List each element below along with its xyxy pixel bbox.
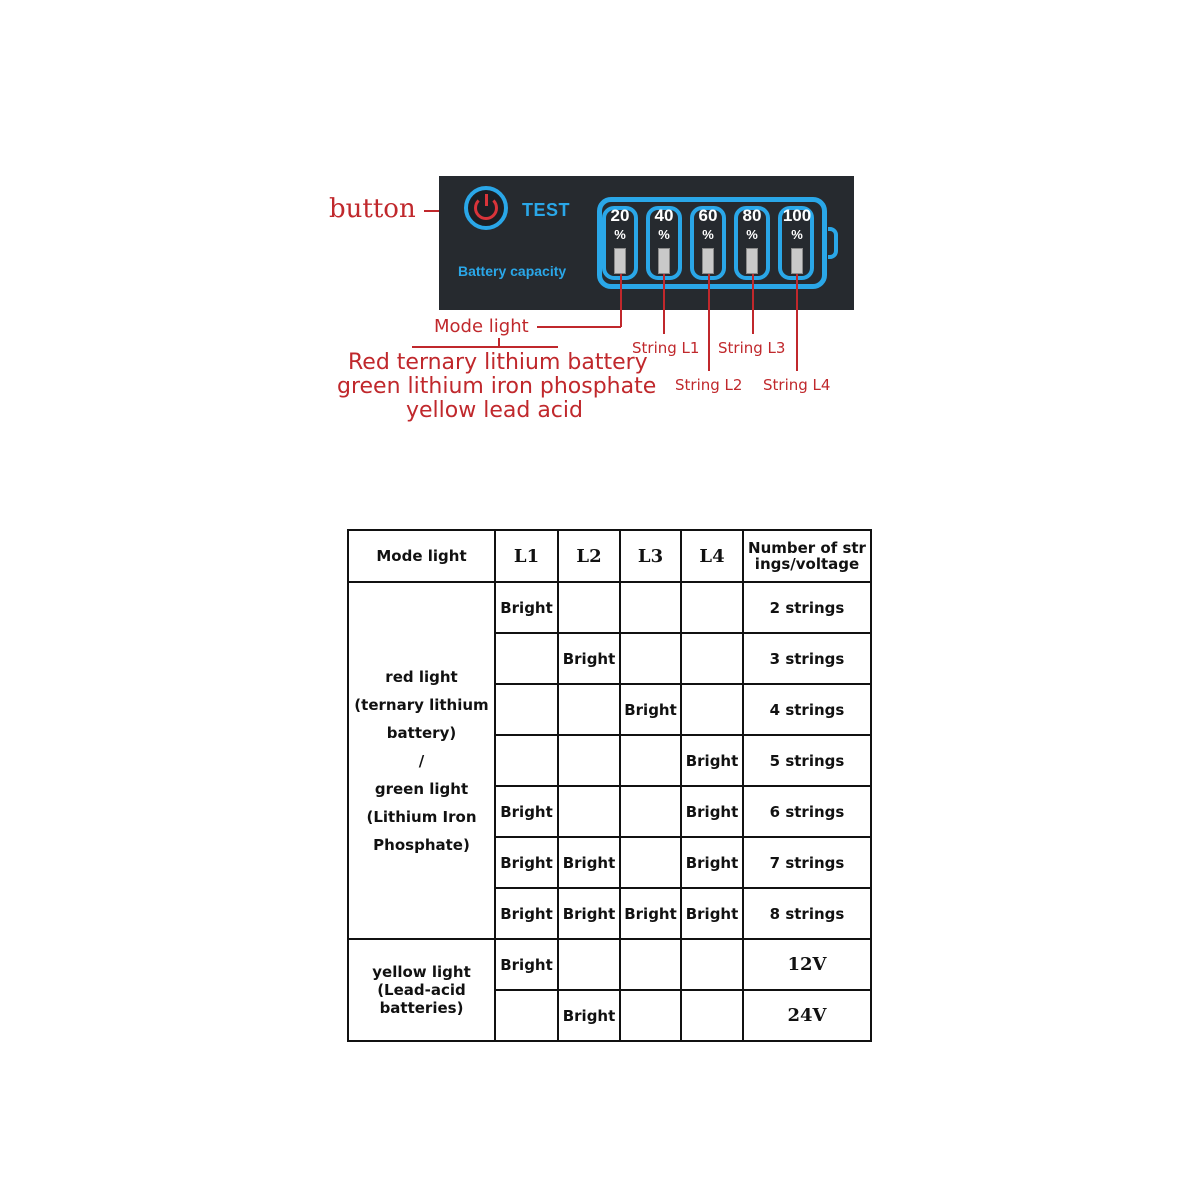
string-l3-leader [752, 274, 754, 334]
battery-terminal [828, 227, 838, 259]
cell-l2: Bright [558, 888, 620, 939]
cell-result: 12V [743, 939, 871, 990]
header-number-strings [743, 530, 871, 582]
mode-light-led [614, 248, 626, 274]
cell-l3 [620, 735, 681, 786]
group-label-line: Phosphate) [373, 835, 470, 854]
header-number-line-2: ings/voltage [754, 555, 860, 573]
cell-unit: % [702, 227, 714, 242]
mode-desc-line-2: green lithium iron phosphate [337, 374, 657, 399]
group-yellow-label [348, 939, 495, 1041]
cell-l4: Bright [681, 786, 743, 837]
string-l1-annotation: String L1 [632, 339, 700, 357]
cell-l2 [558, 786, 620, 837]
cell-l1: Bright [495, 582, 558, 633]
cell-l1: Bright [495, 786, 558, 837]
mode-light-leader-v [620, 274, 622, 327]
mode-light-leader-h [537, 326, 621, 328]
header-l3: L3 [620, 530, 681, 582]
cell-l3 [620, 786, 681, 837]
group-label-line: batteries) [379, 999, 464, 1017]
string-l4-led [791, 248, 803, 274]
cell-unit: % [746, 227, 758, 242]
header-l4: L4 [681, 530, 743, 582]
string-l3-led [746, 248, 758, 274]
cell-l4 [681, 633, 743, 684]
group-label-line: / [418, 751, 425, 770]
group-label-line: (Lead-acid [377, 981, 466, 999]
cell-l2: Bright [558, 633, 620, 684]
cell-result: 2 strings [743, 582, 871, 633]
group-label-line: (ternary lithium [354, 695, 489, 714]
cell-l1 [495, 684, 558, 735]
group-label-line: red light [385, 667, 458, 686]
cell-l3 [620, 582, 681, 633]
test-label: TEST [522, 200, 571, 220]
cell-l1: Bright [495, 888, 558, 939]
header-number-line-1: Number of str [748, 539, 866, 557]
cell-l1: Bright [495, 837, 558, 888]
cell-l4: Bright [681, 837, 743, 888]
string-l1-leader [663, 274, 665, 334]
group-label-line: yellow light [372, 963, 471, 981]
mode-light-annotation: Mode light [434, 316, 529, 337]
table-header-row [348, 530, 871, 582]
mode-desc-leader-v [498, 338, 500, 347]
mode-desc-line-3: yellow lead acid [406, 398, 583, 423]
string-l2-leader [708, 274, 710, 371]
header-mode-light: Mode light [348, 530, 495, 582]
group-label-line: (Lithium Iron [366, 807, 477, 826]
cell-l3: Bright [620, 684, 681, 735]
test-button[interactable] [464, 186, 508, 230]
group-red-green-label [348, 582, 495, 939]
cell-l3 [620, 990, 681, 1041]
cell-l2: Bright [558, 837, 620, 888]
cell-l3 [620, 837, 681, 888]
cell-l4 [681, 990, 743, 1041]
string-l1-led [658, 248, 670, 274]
group-label-line: green light [374, 779, 469, 798]
cell-l1 [495, 990, 558, 1041]
cell-result: 24V [743, 990, 871, 1041]
battery-capacity-label: Battery capacity [458, 263, 567, 279]
mode-desc-leader-h [412, 346, 558, 348]
cell-value: 60 [698, 206, 718, 225]
cell-unit: % [658, 227, 670, 242]
header-l2: L2 [558, 530, 620, 582]
cell-result: 6 strings [743, 786, 871, 837]
string-l4-annotation: String L4 [763, 376, 831, 394]
cell-result: 7 strings [743, 837, 871, 888]
cell-l4 [681, 684, 743, 735]
header-l1: L1 [495, 530, 558, 582]
cell-result: 8 strings [743, 888, 871, 939]
cell-l3 [620, 939, 681, 990]
mode-desc-line-1: Red ternary lithium battery [348, 350, 648, 375]
button-annotation: button [329, 194, 416, 224]
cell-l2 [558, 939, 620, 990]
cell-unit: % [614, 227, 626, 242]
cell-result: 3 strings [743, 633, 871, 684]
cell-result: 4 strings [743, 684, 871, 735]
cell-l4 [681, 939, 743, 990]
cell-l2 [558, 582, 620, 633]
table-row [348, 939, 871, 990]
cell-value: 20 [610, 206, 630, 225]
cell-l3: Bright [620, 888, 681, 939]
cell-l2 [558, 735, 620, 786]
cell-value: 80 [742, 206, 762, 225]
string-l3-annotation: String L3 [718, 339, 786, 357]
cell-l4: Bright [681, 735, 743, 786]
cell-l2 [558, 684, 620, 735]
mode-light-table [347, 529, 872, 1042]
power-icon [474, 196, 498, 220]
cell-l1 [495, 633, 558, 684]
string-l2-annotation: String L2 [675, 376, 743, 394]
cell-unit: % [791, 227, 803, 242]
cell-l4 [681, 582, 743, 633]
cell-l4: Bright [681, 888, 743, 939]
group-label-line: battery) [386, 723, 457, 742]
cell-value: 40 [654, 206, 674, 225]
cell-l1 [495, 735, 558, 786]
table-row [348, 582, 871, 633]
cell-l3 [620, 633, 681, 684]
cell-l2: Bright [558, 990, 620, 1041]
cell-l1: Bright [495, 939, 558, 990]
cell-value: 100 [782, 206, 812, 225]
string-l4-leader [796, 274, 798, 371]
string-l2-led [702, 248, 714, 274]
cell-result: 5 strings [743, 735, 871, 786]
